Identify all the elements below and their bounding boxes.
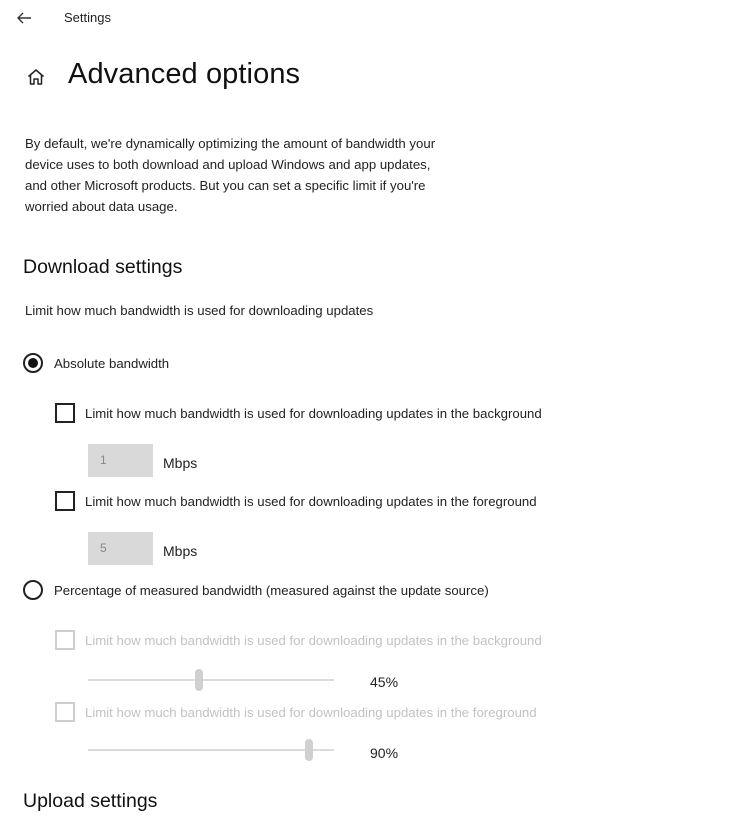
- background-mbps-input[interactable]: 1: [88, 444, 153, 477]
- checkbox[interactable]: [55, 491, 75, 511]
- percentage-background-checkbox[interactable]: [55, 629, 542, 651]
- foreground-mbps-input[interactable]: 5: [88, 532, 153, 565]
- intro-line: and other Microsoft products. But you can set a specific limit if you're: [25, 178, 426, 193]
- intro-text: [25, 133, 525, 217]
- upload-settings-heading: Upload settings: [23, 790, 158, 812]
- checkbox-label: Limit how much bandwidth is used for downloading updates in the background: [85, 632, 542, 648]
- title-bar: [0, 0, 750, 36]
- radio-label: Percentage of measured bandwidth (measured against the update source): [54, 582, 489, 598]
- intro-line: By default, we're dynamically optimizing the amount of bandwidth your: [25, 136, 436, 151]
- percentage-foreground-checkbox[interactable]: [55, 701, 537, 723]
- background-percentage-value: 45%: [370, 674, 399, 690]
- percentage-bandwidth-radio[interactable]: [23, 579, 489, 601]
- checkbox-label: Limit how much bandwidth is used for downloading updates in the foreground: [85, 704, 537, 720]
- foreground-percentage-slider[interactable]: [88, 738, 334, 762]
- absolute-foreground-checkbox[interactable]: [55, 490, 537, 512]
- home-icon[interactable]: [26, 67, 46, 87]
- slider-thumb[interactable]: [195, 669, 203, 691]
- intro-line: device uses to both download and upload Windows and app updates,: [25, 157, 431, 172]
- intro-line: worried about data usage.: [25, 199, 178, 214]
- foreground-mbps-unit: Mbps: [163, 543, 198, 559]
- radio-button[interactable]: [23, 580, 43, 600]
- checkbox-label: Limit how much bandwidth is used for downloading updates in the foreground: [85, 493, 537, 509]
- slider-thumb[interactable]: [305, 739, 313, 761]
- slider-track: [88, 749, 334, 751]
- download-settings-heading: Download settings: [23, 256, 183, 278]
- checkbox[interactable]: [55, 702, 75, 722]
- download-limit-description: Limit how much bandwidth is used for downloading updates: [25, 303, 374, 318]
- absolute-bandwidth-radio[interactable]: [23, 352, 169, 374]
- background-mbps-unit: Mbps: [163, 455, 198, 471]
- page-title: Advanced options: [68, 58, 301, 90]
- checkbox[interactable]: [55, 630, 75, 650]
- back-button[interactable]: [12, 6, 38, 30]
- radio-label: Absolute bandwidth: [54, 355, 170, 371]
- foreground-percentage-value: 90%: [370, 745, 399, 761]
- back-arrow-icon: [12, 6, 36, 30]
- slider-track: [88, 679, 334, 681]
- radio-button[interactable]: [23, 353, 43, 373]
- background-percentage-slider[interactable]: [88, 668, 334, 692]
- checkbox[interactable]: [55, 403, 75, 423]
- absolute-background-checkbox[interactable]: [55, 402, 542, 424]
- app-title: Settings: [64, 10, 111, 25]
- checkbox-label: Limit how much bandwidth is used for downloading updates in the background: [85, 405, 542, 421]
